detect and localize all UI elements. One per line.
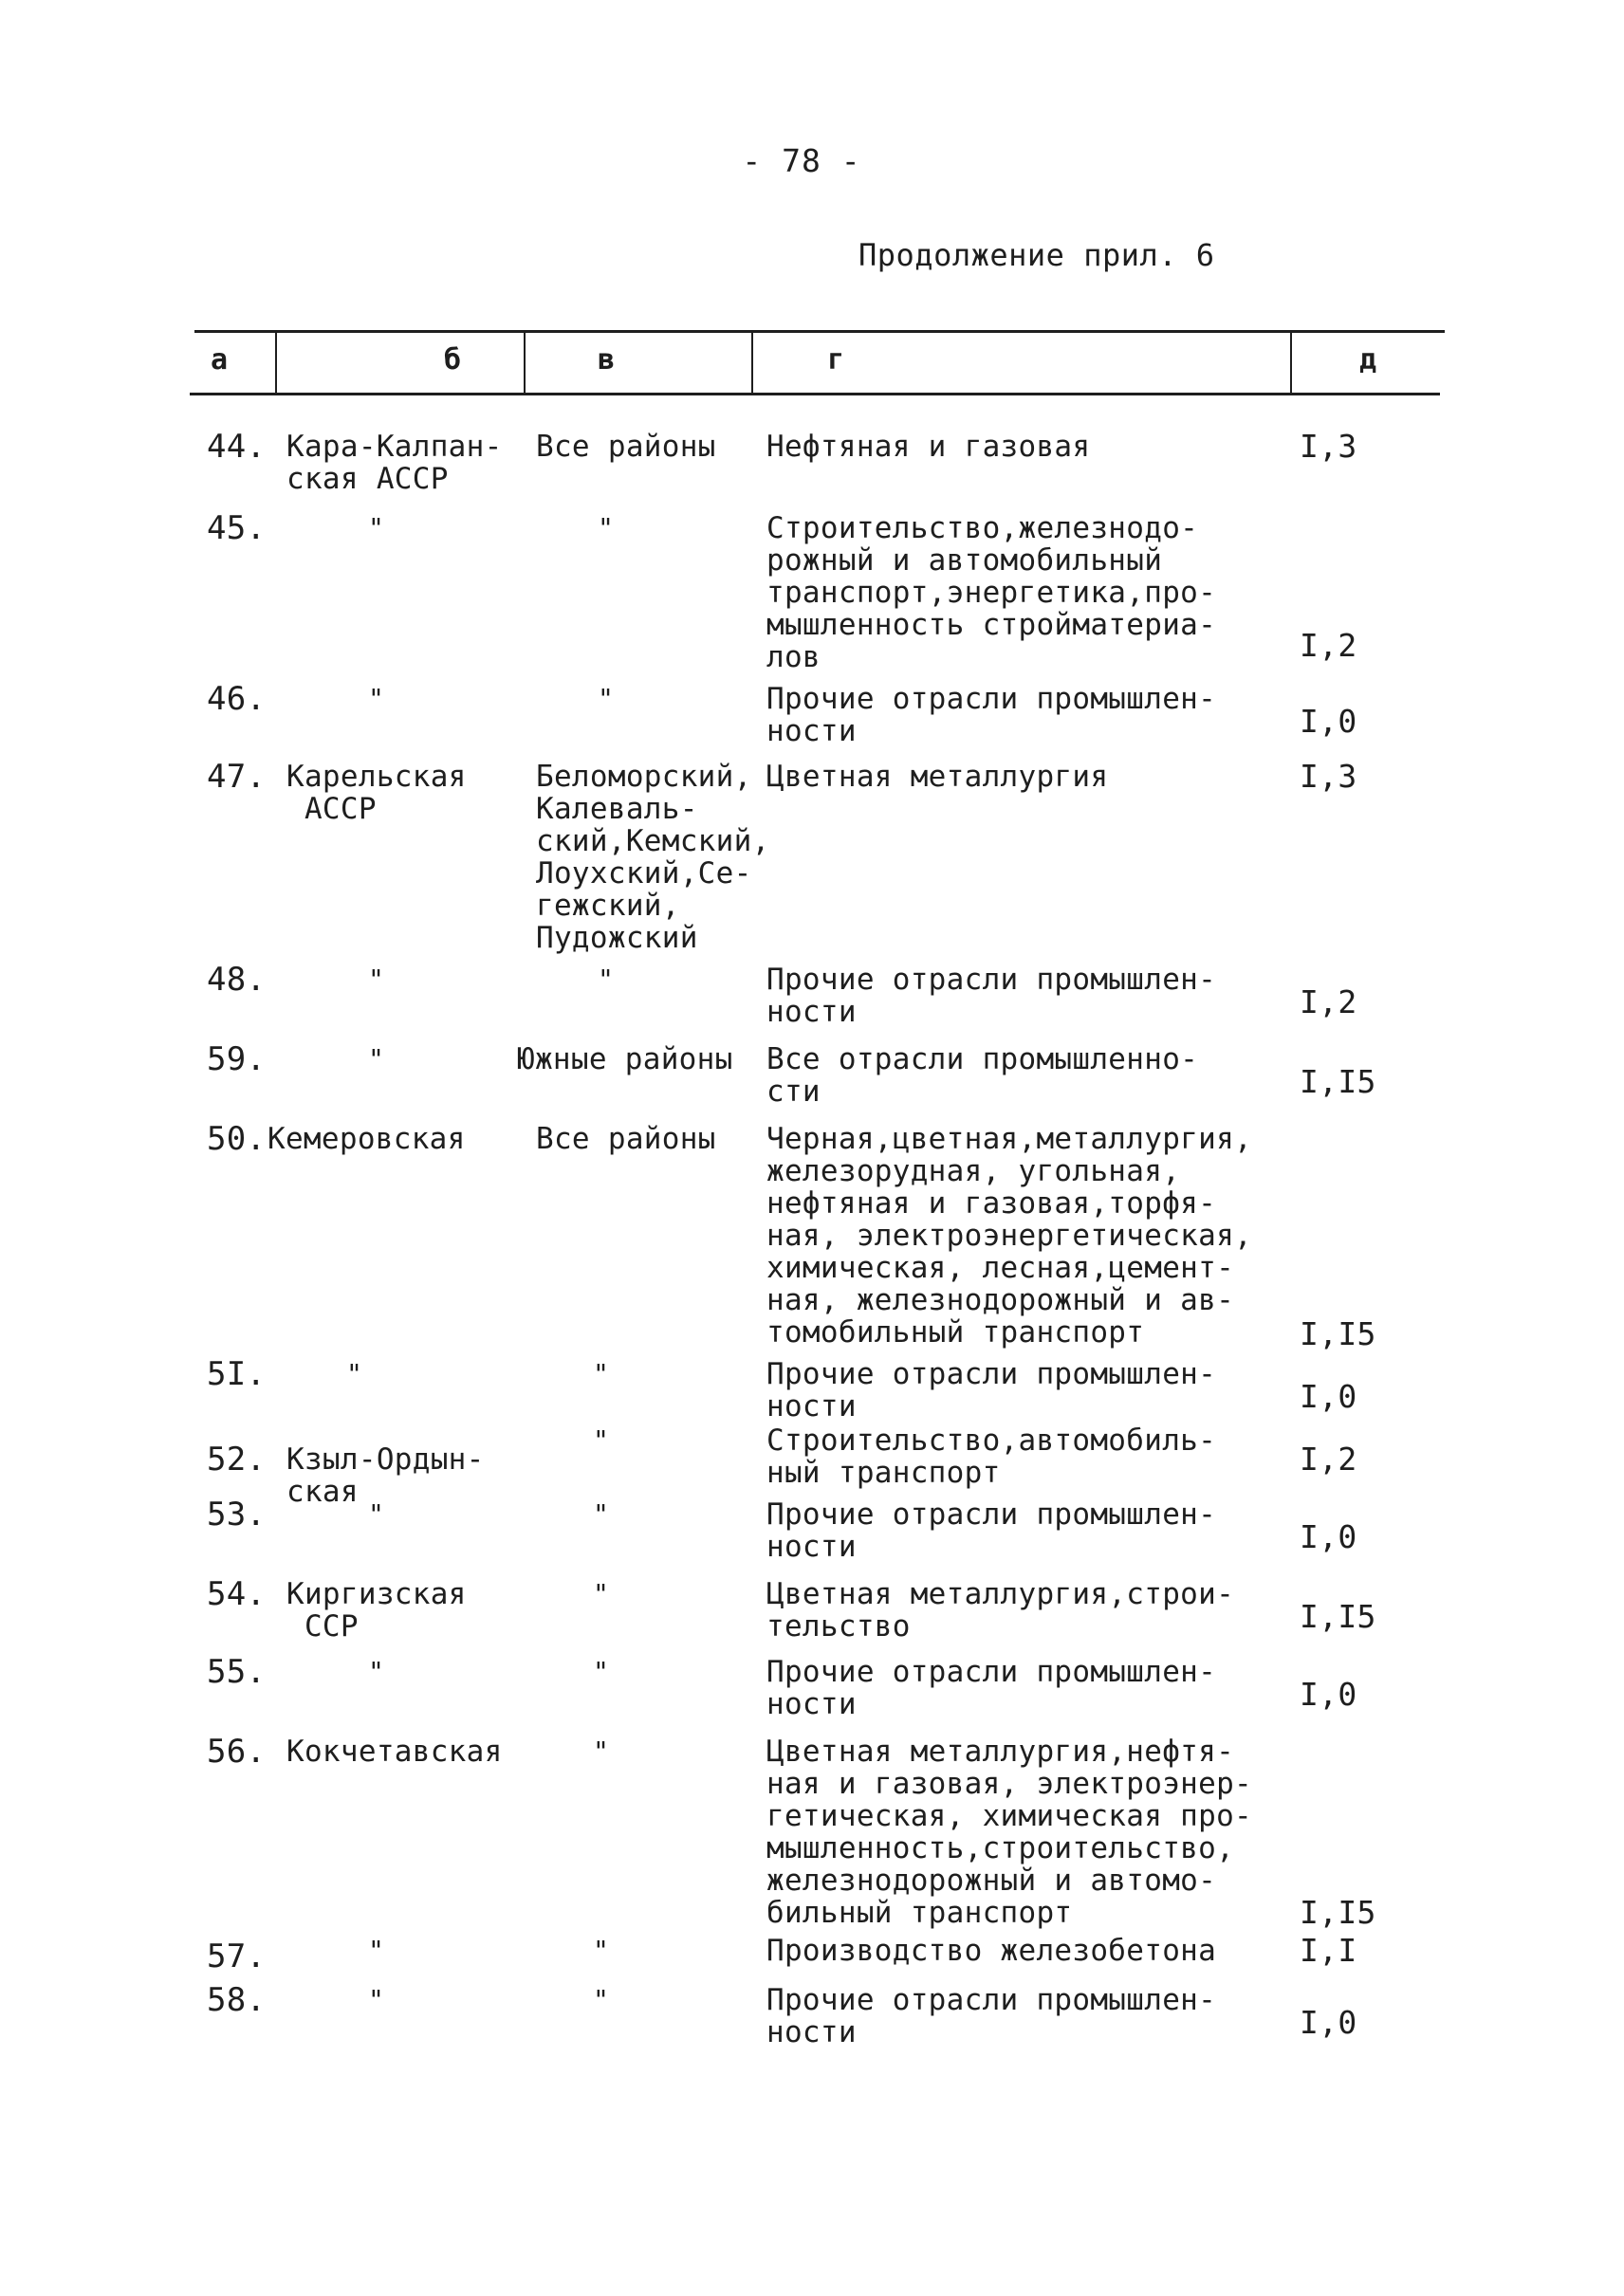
row-number: 5I. bbox=[207, 1355, 267, 1393]
region-name: " bbox=[368, 1656, 385, 1687]
district-name: " bbox=[593, 1984, 610, 2015]
region-name: Кемеровская bbox=[268, 1122, 466, 1156]
header-col-a: а bbox=[211, 343, 229, 377]
coefficient: I,0 bbox=[1300, 703, 1357, 740]
coefficient: I,3 bbox=[1300, 758, 1357, 795]
row-number: 57. bbox=[207, 1938, 267, 1975]
coefficient: I,2 bbox=[1300, 627, 1357, 664]
industry-description: Нефтяная и газовая bbox=[766, 430, 1091, 464]
coefficient: I,I5 bbox=[1300, 1063, 1376, 1100]
industry-description: Прочие отрасли промышлен- ности bbox=[766, 1497, 1217, 1564]
industry-description: Строительство,автомобиль- ный транспорт bbox=[766, 1424, 1217, 1490]
coefficient: I,2 bbox=[1300, 1441, 1357, 1478]
industry-description: Прочие отрасли промышлен- ности bbox=[766, 963, 1217, 1029]
row-number: 52. bbox=[207, 1441, 267, 1479]
region-name: Кара-Калпан- ская АССР bbox=[286, 430, 503, 496]
region-name: " bbox=[368, 683, 385, 714]
row-number: 55. bbox=[207, 1653, 267, 1691]
coefficient: I,I bbox=[1300, 1932, 1357, 1969]
coefficient: I,0 bbox=[1300, 1676, 1357, 1713]
coefficient: I,0 bbox=[1300, 2004, 1357, 2041]
region-name: " bbox=[368, 964, 385, 995]
district-name: " bbox=[598, 512, 615, 543]
coefficient: I,0 bbox=[1300, 1378, 1357, 1415]
header-col-b: б bbox=[444, 343, 462, 377]
industry-description: Все отрасли промышленно- сти bbox=[766, 1042, 1199, 1109]
district-name: Все районы bbox=[536, 430, 716, 464]
region-name: " bbox=[346, 1358, 363, 1389]
row-number: 54. bbox=[207, 1575, 267, 1613]
region-name: Кзыл-Ордын- ская bbox=[286, 1442, 485, 1509]
row-number: 46. bbox=[207, 680, 267, 718]
coefficient: I,0 bbox=[1300, 1518, 1357, 1555]
header-col-v: в bbox=[598, 343, 616, 377]
region-name: Киргизская ССР bbox=[286, 1577, 467, 1644]
industry-description: Цветная металлургия bbox=[766, 760, 1109, 794]
region-name: Кокчетавская bbox=[286, 1735, 503, 1769]
row-number: 53. bbox=[207, 1496, 267, 1534]
industry-description: Прочие отрасли промышлен- ности bbox=[766, 1357, 1217, 1424]
industry-description: Цветная металлургия,строи- тельство bbox=[766, 1577, 1235, 1644]
coefficient: I,2 bbox=[1300, 983, 1357, 1020]
district-name: " bbox=[593, 1424, 610, 1456]
industry-description: Производство железобетона bbox=[766, 1934, 1217, 1968]
page-number: - 78 - bbox=[742, 142, 861, 179]
coefficient: I,I5 bbox=[1300, 1315, 1376, 1352]
header-col-d: д bbox=[1359, 343, 1377, 377]
coefficient: I,3 bbox=[1300, 428, 1357, 465]
industry-description: Прочие отрасли промышлен- ности bbox=[766, 682, 1217, 748]
row-number: 59. bbox=[207, 1040, 267, 1078]
continuation-note: Продолжение прил. 6 bbox=[858, 237, 1215, 273]
district-name: Все районы bbox=[536, 1122, 716, 1156]
header-col-g: г bbox=[827, 343, 845, 377]
industry-description: Цветная металлургия,нефтя- ная и газовая, электроэнер- гетическая, химическая про- мышленность,строительство, железнодорожный и автомо- бильный транспорт bbox=[766, 1735, 1253, 1930]
row-number: 47. bbox=[207, 758, 267, 796]
row-number: 45. bbox=[207, 509, 267, 547]
district-name: " bbox=[598, 964, 615, 995]
row-number: 56. bbox=[207, 1733, 267, 1771]
district-name: Южные районы bbox=[517, 1042, 733, 1076]
industry-description: Черная,цветная,металлургия, железорудная, угольная, нефтяная и газовая,торфя- ная, электроэнергетическая, химическая, лесная,цемент- ная, железнодорожный и ав- томобильный транспорт bbox=[766, 1122, 1253, 1350]
district-name: " bbox=[593, 1935, 610, 1966]
region-name: " bbox=[368, 1043, 385, 1075]
district-name: " bbox=[593, 1358, 610, 1389]
district-name: " bbox=[593, 1498, 610, 1530]
district-name: " bbox=[593, 1736, 610, 1767]
industry-description: Строительство,железнодо- рожный и автомобильный транспорт,энергетика,про- мышленность стройматериа- лов bbox=[766, 511, 1217, 674]
row-number: 44. bbox=[207, 428, 267, 466]
district-name: " bbox=[593, 1656, 610, 1687]
region-name: " bbox=[368, 1935, 385, 1966]
region-name: " bbox=[368, 1984, 385, 2015]
district-name: Беломорский, Калеваль- ский,Кемский, Лоухский,Се- гежский, Пудожский bbox=[536, 760, 770, 955]
district-name: " bbox=[593, 1578, 610, 1609]
industry-description: Прочие отрасли промышлен- ности bbox=[766, 1655, 1217, 1721]
row-number: 50. bbox=[207, 1120, 267, 1158]
region-name: " bbox=[368, 512, 385, 543]
region-name: " bbox=[368, 1498, 385, 1530]
industry-description: Прочие отрасли промышлен- ности bbox=[766, 1983, 1217, 2049]
row-number: 58. bbox=[207, 1981, 267, 2019]
district-name: " bbox=[598, 683, 615, 714]
region-name: Карельская АССР bbox=[286, 760, 467, 826]
coefficient: I,I5 bbox=[1300, 1598, 1376, 1635]
row-number: 48. bbox=[207, 961, 267, 999]
coefficient: I,I5 bbox=[1300, 1894, 1376, 1931]
